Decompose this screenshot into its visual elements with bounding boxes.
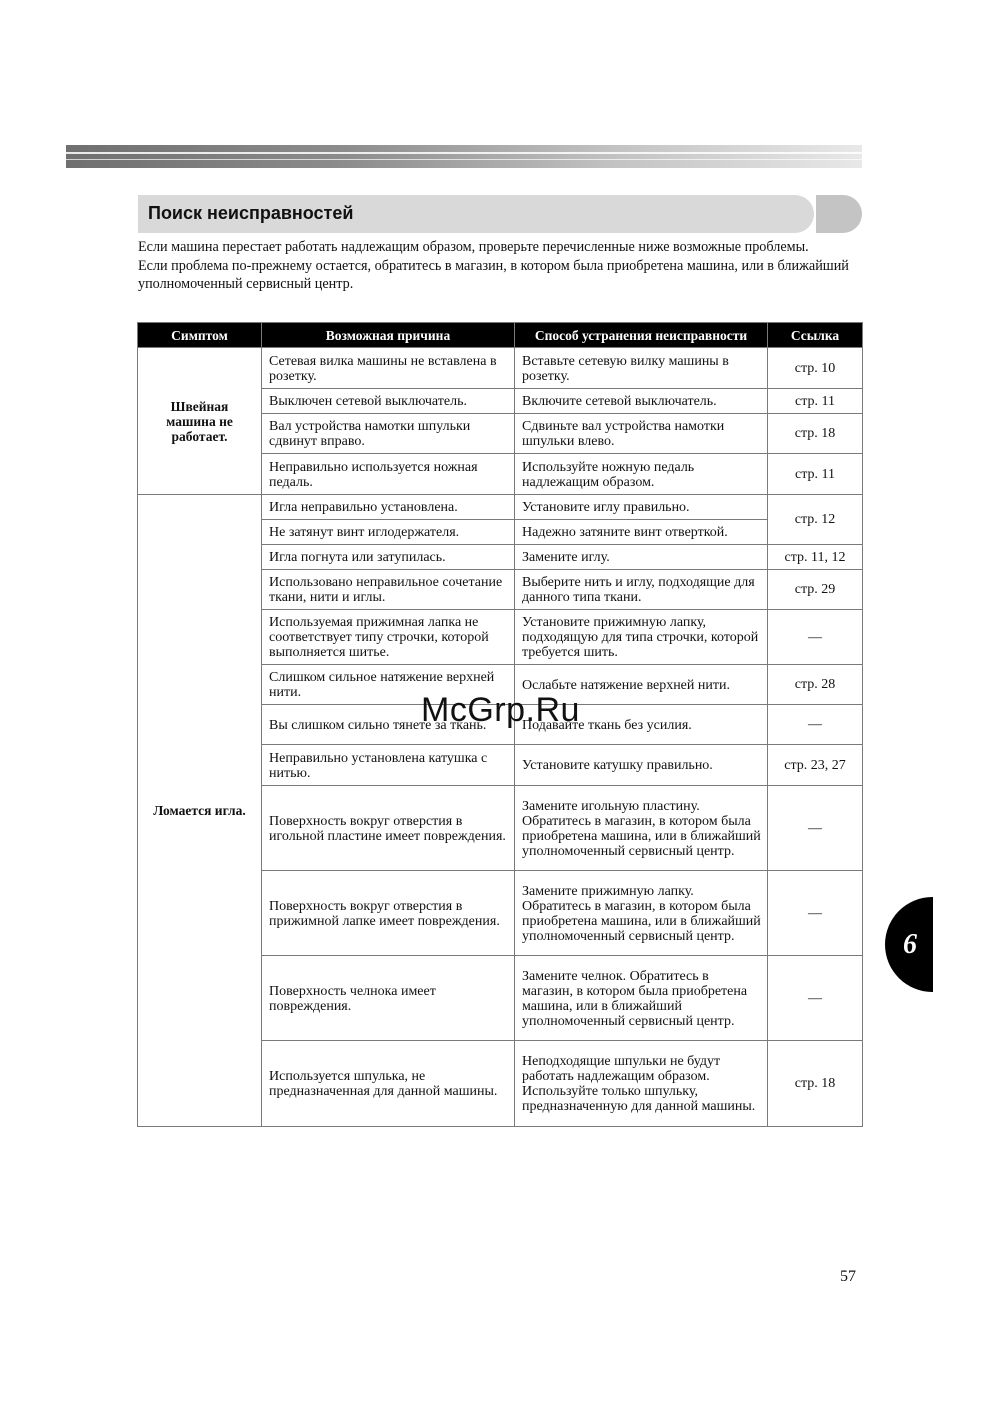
cause-cell: Поверхность челнока имеет повреждения. (262, 956, 515, 1041)
watermark-text: McGrp.Ru (421, 691, 580, 729)
header-decorative-bar (66, 145, 862, 168)
section-header-pill (816, 195, 862, 233)
solution-cell: Подавайте ткань без усилия. (515, 705, 768, 745)
solution-cell: Используйте ножную педаль надлежащим образом. (515, 454, 768, 495)
solution-cell: Замените прижимную лапку. Обратитесь в магазин, в котором была приобретена машина, или в ближайший уполномоченный сервисный центр. (515, 871, 768, 956)
symptom-cell: Ломается игла. (138, 495, 262, 1127)
solution-cell: Замените игольную пластину. Обратитесь в магазин, в котором была приобретена машина, или в ближайший уполномоченный сервисный центр. (515, 786, 768, 871)
ref-cell: стр. 28 (768, 665, 863, 705)
cause-cell: Выключен сетевой выключатель. (262, 389, 515, 414)
ref-cell: стр. 11 (768, 389, 863, 414)
cause-cell: Игла погнута или затупилась. (262, 545, 515, 570)
cause-cell: Поверхность вокруг отверстия в игольной пластине имеет повреждения. (262, 786, 515, 871)
page-number: 57 (840, 1268, 856, 1285)
ref-cell: — (768, 786, 863, 871)
cause-cell: Слишком сильное натяжение верхней нити. (262, 665, 515, 705)
cause-cell: Игла неправильно установлена. (262, 495, 515, 520)
cause-cell: Неправильно установлена катушка с нитью. (262, 745, 515, 786)
solution-cell: Включите сетевой выключатель. (515, 389, 768, 414)
cause-cell: Неправильно используется ножная педаль. (262, 454, 515, 495)
solution-cell: Замените челнок. Обратитесь в магазин, в котором была приобретена машина, или в ближайший уполномоченный сервисный центр. (515, 956, 768, 1041)
ref-cell: — (768, 871, 863, 956)
intro-text (138, 238, 862, 294)
cause-cell: Использовано неправильное сочетание ткани, нити и иглы. (262, 570, 515, 610)
solution-cell: Ослабьте натяжение верхней нити. (515, 665, 768, 705)
cause-cell: Вы слишком сильно тянете за ткань. (262, 705, 515, 745)
cause-cell: Сетевая вилка машины не вставлена в розетку. (262, 348, 515, 389)
cause-cell: Используется шпулька, не предназначенная для данной машины. (262, 1041, 515, 1127)
ref-cell: стр. 29 (768, 570, 863, 610)
cause-cell: Используемая прижимная лапка не соответствует типу строчки, которой выполняется шитье. (262, 610, 515, 665)
solution-cell: Выберите нить и иглу, подходящие для данного типа ткани. (515, 570, 768, 610)
solution-cell: Неподходящие шпульки не будут работать надлежащим образом. Используйте только шпульку, предназначенную для данной машины. (515, 1041, 768, 1127)
section-header (138, 195, 862, 233)
chapter-tab (885, 897, 933, 992)
solution-cell: Установите прижимную лапку, подходящую для типа строчки, которой требуется шить. (515, 610, 768, 665)
table-header-row (138, 323, 863, 348)
solution-cell: Установите катушку правильно. (515, 745, 768, 786)
chapter-number: 6 (903, 929, 917, 960)
ref-cell: стр. 18 (768, 1041, 863, 1127)
cause-cell: Поверхность вокруг отверстия в прижимной лапке имеет повреждения. (262, 871, 515, 956)
section-title: Поиск неисправностей (148, 203, 354, 223)
solution-cell: Надежно затяните винт отверткой. (515, 520, 768, 545)
ref-cell: стр. 18 (768, 414, 863, 454)
intro-paragraph-1: Если машина перестает работать надлежащим образом, проверьте перечисленные ниже возможные проблемы. (138, 239, 809, 255)
header-cause: Возможная причина (262, 323, 515, 348)
intro-paragraph-2: Если проблема по-прежнему остается, обратитесь в магазин, в котором была приобретена машина, или в ближайший уполномоченный сервисный центр. (138, 257, 849, 292)
solution-cell: Вставьте сетевую вилку машины в розетку. (515, 348, 768, 389)
ref-cell: стр. 10 (768, 348, 863, 389)
header-ref: Ссылка (768, 323, 863, 348)
header-symptom: Симптом (138, 323, 262, 348)
header-solution: Способ устранения неисправности (515, 323, 768, 348)
ref-cell: — (768, 956, 863, 1041)
table-row (138, 348, 863, 389)
cause-cell: Вал устройства намотки шпульки сдвинут вправо. (262, 414, 515, 454)
solution-cell: Замените иглу. (515, 545, 768, 570)
solution-cell: Установите иглу правильно. (515, 495, 768, 520)
symptom-cell: Швейная машина не работает. (138, 348, 262, 495)
ref-cell: — (768, 610, 863, 665)
ref-cell: стр. 23, 27 (768, 745, 863, 786)
ref-cell: стр. 12 (768, 495, 863, 545)
ref-cell: стр. 11, 12 (768, 545, 863, 570)
solution-cell: Сдвиньте вал устройства намотки шпульки влево. (515, 414, 768, 454)
ref-cell: — (768, 705, 863, 745)
ref-cell: стр. 11 (768, 454, 863, 495)
table-row (138, 495, 863, 520)
cause-cell: Не затянут винт иглодержателя. (262, 520, 515, 545)
